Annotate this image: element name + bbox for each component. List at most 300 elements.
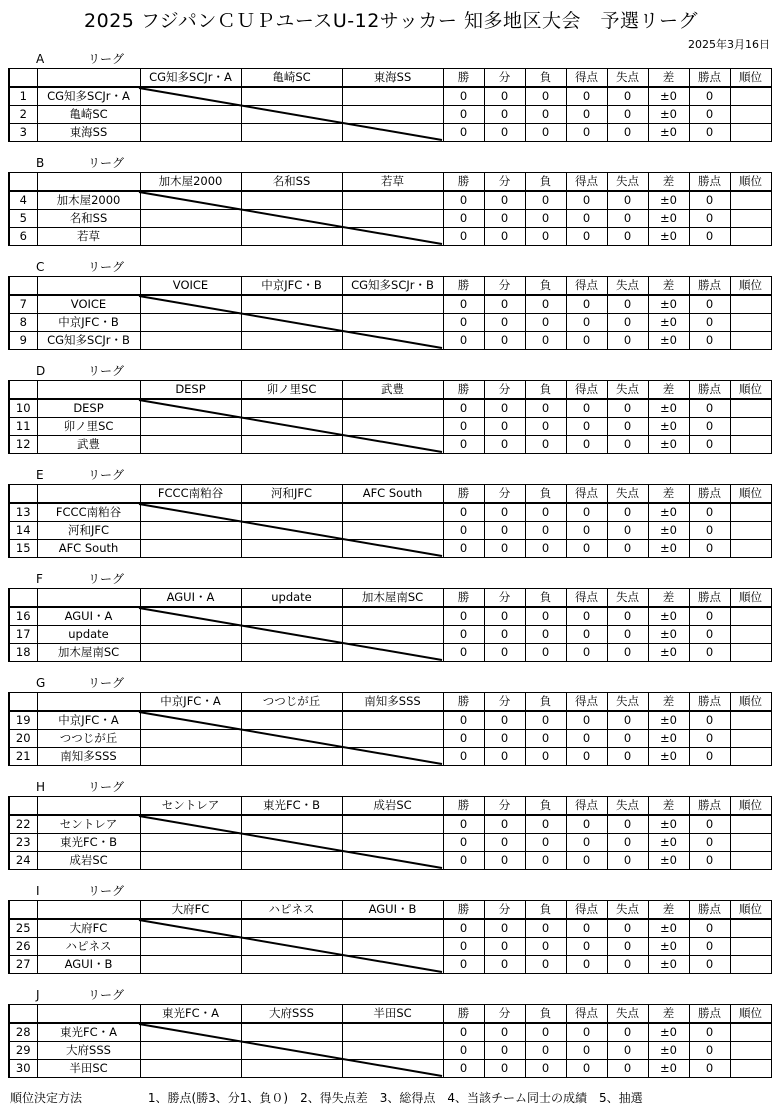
team-number: 8 (9, 314, 37, 332)
stat-value: 0 (525, 1042, 566, 1060)
stat-value: 0 (689, 228, 730, 246)
stat-value (730, 87, 771, 106)
team-row (9, 730, 782, 748)
team-name: AFC South (37, 540, 140, 558)
stat-value: 0 (607, 314, 648, 332)
stat-value: 0 (525, 295, 566, 314)
team-number: 11 (9, 418, 37, 436)
stat-value: 0 (566, 418, 607, 436)
league-label (36, 52, 124, 66)
match-result-cell (342, 644, 443, 662)
stat-value: 0 (566, 1023, 607, 1042)
match-result-cell (140, 1042, 241, 1060)
opponent-header: CG知多SCJr・B (342, 277, 443, 296)
match-result-cell (342, 503, 443, 522)
league-label (36, 676, 124, 690)
league-letter: B (36, 156, 45, 170)
match-result-cell (241, 815, 342, 834)
stat-value: 0 (443, 418, 484, 436)
team-row (9, 503, 782, 522)
match-result-cell (342, 295, 443, 314)
match-result-cell (140, 834, 241, 852)
stat-header: 失点 (607, 69, 648, 88)
stat-header: 勝 (443, 173, 484, 192)
league-header-row (9, 173, 782, 192)
team-row (9, 748, 782, 766)
stat-value: 0 (689, 1023, 730, 1042)
stat-value: 0 (607, 399, 648, 418)
stat-header: 順位 (730, 1005, 771, 1024)
stat-value: 0 (443, 748, 484, 766)
match-result-cell (342, 626, 443, 644)
opponent-header: 中京JFC・B (241, 277, 342, 296)
stat-value (730, 815, 771, 834)
team-name: 武豊 (37, 436, 140, 454)
team-number: 28 (9, 1023, 37, 1042)
league-header-row (9, 69, 782, 88)
stat-value: 0 (607, 730, 648, 748)
team-row (9, 607, 782, 626)
stat-value: 0 (484, 106, 525, 124)
stat-header: 失点 (607, 485, 648, 504)
match-result-cell (342, 956, 443, 974)
match-result-cell (140, 332, 241, 350)
stat-value: 0 (689, 191, 730, 210)
stat-value: 0 (689, 314, 730, 332)
league-table (8, 796, 782, 870)
stat-header: 負 (525, 693, 566, 712)
match-result-cell (241, 522, 342, 540)
team-name: AGUI・B (37, 956, 140, 974)
stat-value: 0 (525, 191, 566, 210)
stat-value: 0 (566, 711, 607, 730)
team-name: 中京JFC・A (37, 711, 140, 730)
match-result-cell (342, 834, 443, 852)
stat-value: 0 (566, 399, 607, 418)
match-result-cell (140, 852, 241, 870)
stat-value: 0 (443, 834, 484, 852)
team-row (9, 919, 782, 938)
match-result-cell (140, 436, 241, 454)
match-result-cell (241, 626, 342, 644)
match-result-cell (140, 228, 241, 246)
stat-value: ±0 (648, 87, 689, 106)
stat-value: 0 (689, 938, 730, 956)
league-label (36, 572, 124, 586)
header-blank (37, 173, 140, 192)
stat-value: 0 (689, 748, 730, 766)
match-result-cell (241, 730, 342, 748)
stat-value: 0 (689, 1060, 730, 1078)
match-result-cell (140, 106, 241, 124)
stat-value: 0 (566, 834, 607, 852)
stat-value: 0 (607, 711, 648, 730)
stat-value: 0 (566, 938, 607, 956)
team-row (9, 1042, 782, 1060)
stat-value: 0 (484, 956, 525, 974)
stat-header: 差 (648, 173, 689, 192)
stat-value: 0 (607, 852, 648, 870)
opponent-header: CG知多SCJr・A (140, 69, 241, 88)
match-result-cell (241, 852, 342, 870)
stat-value: 0 (443, 106, 484, 124)
stat-value: 0 (566, 730, 607, 748)
match-result-cell (241, 418, 342, 436)
league-letter: F (36, 572, 43, 586)
stat-value: 0 (443, 956, 484, 974)
match-result-cell (342, 124, 443, 142)
stat-header: 順位 (730, 485, 771, 504)
team-row (9, 644, 782, 662)
header-blank (37, 693, 140, 712)
stat-header: 失点 (607, 589, 648, 608)
stat-value: 0 (484, 540, 525, 558)
match-result-cell (241, 711, 342, 730)
team-row (9, 228, 782, 246)
team-number: 30 (9, 1060, 37, 1078)
stat-value: 0 (484, 228, 525, 246)
team-row (9, 852, 782, 870)
match-result-cell (241, 834, 342, 852)
stat-header: 勝 (443, 901, 484, 920)
match-result-cell (342, 1023, 443, 1042)
stat-value: 0 (566, 919, 607, 938)
stat-value: ±0 (648, 228, 689, 246)
stat-value: 0 (484, 124, 525, 142)
stat-value: 0 (566, 87, 607, 106)
league-header-row (9, 589, 782, 608)
stat-value: 0 (484, 834, 525, 852)
match-result-cell (342, 711, 443, 730)
stat-value: 0 (525, 522, 566, 540)
stat-value: 0 (484, 436, 525, 454)
league-letter: I (36, 884, 40, 898)
stat-value: ±0 (648, 191, 689, 210)
team-number: 10 (9, 399, 37, 418)
stat-value: 0 (689, 210, 730, 228)
team-name: 亀崎SC (37, 106, 140, 124)
stat-value: 0 (443, 919, 484, 938)
stat-value: 0 (525, 210, 566, 228)
stat-value: 0 (607, 124, 648, 142)
stat-value: ±0 (648, 1023, 689, 1042)
stat-value: 0 (484, 210, 525, 228)
stat-value: 0 (607, 644, 648, 662)
stat-value: 0 (607, 540, 648, 558)
stat-value: 0 (566, 228, 607, 246)
team-name: 東光FC・B (37, 834, 140, 852)
stat-header: 負 (525, 173, 566, 192)
league-letter: J (36, 988, 40, 1002)
stat-value: ±0 (648, 815, 689, 834)
team-row (9, 399, 782, 418)
stat-header: 差 (648, 693, 689, 712)
match-result-cell (342, 919, 443, 938)
opponent-header: 加木屋南SC (342, 589, 443, 608)
match-result-cell (140, 956, 241, 974)
match-result-cell (342, 748, 443, 766)
stat-value (730, 191, 771, 210)
team-number: 27 (9, 956, 37, 974)
team-number: 19 (9, 711, 37, 730)
match-result-cell (342, 191, 443, 210)
stat-header: 分 (484, 797, 525, 816)
team-name: 加木屋南SC (37, 644, 140, 662)
stat-value: 0 (525, 730, 566, 748)
team-row (9, 106, 782, 124)
match-result-cell (140, 87, 241, 106)
league-table (8, 692, 782, 766)
stat-value: 0 (566, 106, 607, 124)
team-number: 7 (9, 295, 37, 314)
league-table (8, 588, 782, 662)
opponent-header: 若草 (342, 173, 443, 192)
stat-header: 勝 (443, 1005, 484, 1024)
stat-value: 0 (689, 1042, 730, 1060)
stat-header: 差 (648, 797, 689, 816)
stat-value: 0 (484, 938, 525, 956)
stat-value: 0 (689, 730, 730, 748)
league-header-row (9, 1005, 782, 1024)
stat-header: 勝 (443, 381, 484, 400)
stat-value: ±0 (648, 919, 689, 938)
league-table (8, 276, 782, 350)
stat-value (730, 228, 771, 246)
stat-header: 勝 (443, 797, 484, 816)
match-result-cell (241, 938, 342, 956)
team-number: 25 (9, 919, 37, 938)
stat-value: ±0 (648, 852, 689, 870)
stat-value: 0 (525, 626, 566, 644)
match-result-cell (140, 919, 241, 938)
stat-value: 0 (443, 332, 484, 350)
team-name: VOICE (37, 295, 140, 314)
stat-value: 0 (607, 228, 648, 246)
stat-value: ±0 (648, 711, 689, 730)
stat-value: 0 (484, 919, 525, 938)
stat-value: ±0 (648, 834, 689, 852)
stat-value (730, 919, 771, 938)
stat-header: 差 (648, 381, 689, 400)
match-result-cell (241, 436, 342, 454)
stat-value: 0 (484, 503, 525, 522)
stat-value: 0 (689, 106, 730, 124)
stat-header: 分 (484, 173, 525, 192)
stat-value: 0 (443, 314, 484, 332)
league-suffix: リーグ (88, 156, 125, 170)
header-blank (37, 797, 140, 816)
opponent-header: 大府FC (140, 901, 241, 920)
stat-header: 勝点 (689, 69, 730, 88)
stat-value: 0 (607, 87, 648, 106)
match-result-cell (140, 626, 241, 644)
team-name: 南知多SSS (37, 748, 140, 766)
stat-value: 0 (443, 1060, 484, 1078)
match-result-cell (140, 607, 241, 626)
stat-value: 0 (525, 852, 566, 870)
match-result-cell (241, 956, 342, 974)
stat-header: 差 (648, 69, 689, 88)
stat-value: 0 (566, 815, 607, 834)
team-name: 半田SC (37, 1060, 140, 1078)
team-number: 17 (9, 626, 37, 644)
opponent-header: 成岩SC (342, 797, 443, 816)
team-name: DESP (37, 399, 140, 418)
match-result-cell (140, 295, 241, 314)
league-table (8, 1004, 782, 1078)
stat-value: 0 (689, 919, 730, 938)
stat-value: 0 (443, 1023, 484, 1042)
match-result-cell (140, 748, 241, 766)
stat-value: 0 (484, 399, 525, 418)
stat-value: 0 (689, 607, 730, 626)
match-result-cell (140, 730, 241, 748)
stat-value: ±0 (648, 399, 689, 418)
league-table (8, 172, 782, 246)
league-header-row (9, 485, 782, 504)
stat-value: 0 (443, 503, 484, 522)
stat-value: 0 (525, 644, 566, 662)
match-result-cell (241, 607, 342, 626)
team-number: 14 (9, 522, 37, 540)
match-result-cell (342, 418, 443, 436)
stat-value: 0 (525, 607, 566, 626)
stat-header: 勝点 (689, 1005, 730, 1024)
match-result-cell (342, 1060, 443, 1078)
stat-value: 0 (525, 399, 566, 418)
stat-header: 勝 (443, 69, 484, 88)
match-result-cell (342, 852, 443, 870)
league-label (36, 988, 124, 1002)
stat-header: 順位 (730, 381, 771, 400)
league-suffix: リーグ (88, 52, 125, 66)
stat-value (730, 748, 771, 766)
team-name: 加木屋2000 (37, 191, 140, 210)
document-date: 2025年3月16日 (688, 38, 770, 51)
stat-header: 順位 (730, 901, 771, 920)
team-name: 大府FC (37, 919, 140, 938)
stat-header: 勝点 (689, 485, 730, 504)
stat-header: 失点 (607, 1005, 648, 1024)
league-label (36, 364, 124, 378)
stat-header: 負 (525, 277, 566, 296)
league-suffix: リーグ (88, 364, 125, 378)
stat-header: 順位 (730, 277, 771, 296)
opponent-header: 亀崎SC (241, 69, 342, 88)
team-row (9, 124, 782, 142)
stat-value: 0 (607, 1060, 648, 1078)
team-name: 若草 (37, 228, 140, 246)
opponent-header: 半田SC (342, 1005, 443, 1024)
opponent-header: ハピネス (241, 901, 342, 920)
stat-header: 得点 (566, 173, 607, 192)
stat-header: 得点 (566, 693, 607, 712)
team-number: 20 (9, 730, 37, 748)
stat-value: 0 (525, 332, 566, 350)
stat-value: 0 (607, 956, 648, 974)
team-name: ハピネス (37, 938, 140, 956)
stat-value (730, 938, 771, 956)
league-suffix: リーグ (88, 468, 125, 482)
stat-value (730, 314, 771, 332)
match-result-cell (241, 106, 342, 124)
stat-value: 0 (525, 1023, 566, 1042)
team-row (9, 314, 782, 332)
stat-header: 分 (484, 485, 525, 504)
stat-header: 負 (525, 485, 566, 504)
stat-value: 0 (566, 748, 607, 766)
stat-value: 0 (689, 87, 730, 106)
header-blank (9, 69, 37, 88)
stat-value: 0 (689, 436, 730, 454)
stat-header: 勝点 (689, 693, 730, 712)
stat-value: 0 (525, 834, 566, 852)
team-number: 21 (9, 748, 37, 766)
stat-value: 0 (566, 436, 607, 454)
opponent-header: 東海SS (342, 69, 443, 88)
stat-value: 0 (484, 332, 525, 350)
opponent-header: セントレア (140, 797, 241, 816)
match-result-cell (140, 191, 241, 210)
team-number: 15 (9, 540, 37, 558)
stat-value: 0 (443, 938, 484, 956)
team-name: 東海SS (37, 124, 140, 142)
league-suffix: リーグ (88, 572, 125, 586)
stat-value: ±0 (648, 522, 689, 540)
stat-value: 0 (484, 748, 525, 766)
opponent-header: AGUI・A (140, 589, 241, 608)
stat-value: 0 (607, 210, 648, 228)
stat-value: 0 (484, 644, 525, 662)
stat-header: 勝点 (689, 381, 730, 400)
league-suffix: リーグ (88, 676, 125, 690)
stat-value: 0 (566, 540, 607, 558)
header-blank (37, 69, 140, 88)
league-letter: H (36, 780, 46, 794)
league-label (36, 260, 124, 274)
stat-header: 勝点 (689, 797, 730, 816)
header-blank (37, 277, 140, 296)
stat-value: 0 (689, 834, 730, 852)
match-result-cell (241, 87, 342, 106)
stat-value (730, 730, 771, 748)
stat-value: 0 (443, 815, 484, 834)
stat-value (730, 1042, 771, 1060)
stat-header: 得点 (566, 1005, 607, 1024)
stat-value: 0 (607, 748, 648, 766)
stat-value: 0 (689, 399, 730, 418)
stat-value: 0 (525, 418, 566, 436)
stat-header: 得点 (566, 797, 607, 816)
page-title: 2025 フジパンＣＵＰユースU-12サッカー 知多地区大会 予選リーグ (84, 10, 698, 32)
stat-header: 失点 (607, 797, 648, 816)
stat-value: 0 (525, 919, 566, 938)
team-name: つつじが丘 (37, 730, 140, 748)
stat-value: 0 (443, 607, 484, 626)
stat-value: 0 (689, 626, 730, 644)
stat-value: 0 (607, 1023, 648, 1042)
stat-header: 順位 (730, 797, 771, 816)
match-result-cell (140, 644, 241, 662)
stat-value: ±0 (648, 106, 689, 124)
stat-header: 勝点 (689, 277, 730, 296)
stat-value: 0 (607, 295, 648, 314)
stat-value: 0 (443, 730, 484, 748)
opponent-header: 河和JFC (241, 485, 342, 504)
stat-value: 0 (443, 228, 484, 246)
stat-value: 0 (484, 191, 525, 210)
team-name: 東光FC・A (37, 1023, 140, 1042)
